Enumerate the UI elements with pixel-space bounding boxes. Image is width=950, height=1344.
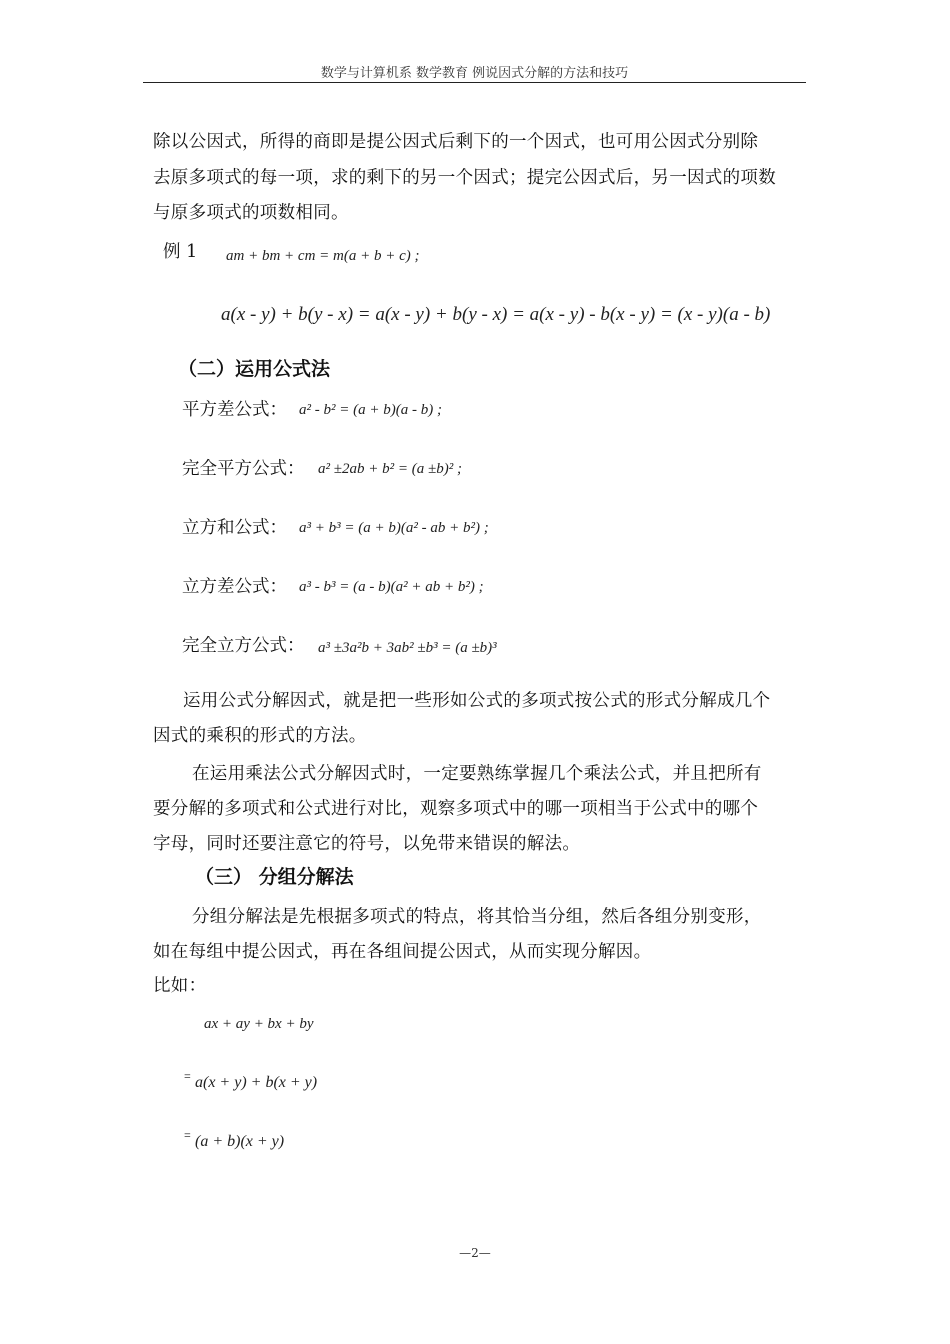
paragraph-line: 在运用乘法公式分解因式时，一定要熟练掌握几个乘法公式，并且把所有 bbox=[192, 764, 762, 784]
formula-label: 立方和公式： bbox=[182, 518, 287, 538]
paragraph-line: 与原多项式的项数相同。 bbox=[153, 203, 349, 223]
page-number: —2— bbox=[459, 1246, 491, 1260]
formula-expr: a³ - b³ = (a - b)(a² + ab + b²) ; bbox=[299, 579, 484, 595]
formula-label: 立方差公式： bbox=[182, 577, 287, 597]
paragraph-line: 除以公因式，所得的商即是提公因式后剩下的一个因式，也可用公因式分别除 bbox=[153, 132, 759, 152]
formula-expr: a³ + b³ = (a + b)(a² - ab + b²) ; bbox=[299, 520, 489, 536]
equals-sign: = bbox=[184, 1069, 191, 1083]
equals-sign: = bbox=[184, 1128, 191, 1142]
section-heading: （二）运用公式法 bbox=[178, 358, 331, 380]
formula-label: 完全立方公式： bbox=[182, 636, 305, 656]
formula-expr: a² - b² = (a + b)(a - b) ; bbox=[299, 402, 442, 418]
paragraph-line: 要分解的多项式和公式进行对比，观察多项式中的哪一项相当于公式中的哪个 bbox=[153, 799, 759, 819]
paragraph-line: 去原多项式的每一项，求的剩下的另一个因式；提完公因式后，另一因式的项数 bbox=[153, 168, 776, 188]
formula-label: 平方差公式： bbox=[182, 400, 287, 420]
example-label: 比如： bbox=[153, 976, 207, 996]
paragraph-line: 字母，同时还要注意它的符号，以免带来错误的解法。 bbox=[153, 834, 581, 854]
paragraph-line: 如在每组中提公因式，再在各组间提公因式，从而实现分解因。 bbox=[153, 942, 652, 962]
formula-expr: a³ ±3a²b + 3ab² ±b³ = (a ±b)³ bbox=[318, 640, 497, 656]
paragraph-line: 因式的乘积的形式的方法。 bbox=[153, 726, 367, 746]
paragraph-line: 分组分解法是先根据多项式的特点，将其恰当分组，然后各组分别变形， bbox=[192, 907, 762, 927]
header-rule bbox=[143, 82, 806, 83]
formula-common-factor: am + bm + cm = m(a + b + c) ; bbox=[226, 248, 420, 264]
section-heading: （三） 分组分解法 bbox=[195, 866, 354, 888]
page-header: 数学与计算机系 数学教育 例说因式分解的方法和技巧 bbox=[320, 66, 629, 81]
grouping-step-2: a(x + y) + b(x + y) bbox=[195, 1074, 318, 1091]
grouping-step-3: (a + b)(x + y) bbox=[195, 1133, 285, 1150]
formula-label: 完全平方公式： bbox=[182, 459, 305, 479]
grouping-step-1: ax + ay + bx + by bbox=[204, 1016, 314, 1032]
paragraph-line: 运用公式分解因式，就是把一些形如公式的多项式按公式的形式分解成几个 bbox=[183, 691, 771, 711]
formula-sign-change: a(x - y) + b(y - x) = a(x - y) + b(y - x) = a(x - y) - b(x - y) = (x - y)(a - b) bbox=[221, 304, 771, 325]
formula-expr: a² ±2ab + b² = (a ±b)² ; bbox=[318, 461, 462, 477]
example-label: 例 1 bbox=[163, 242, 198, 262]
